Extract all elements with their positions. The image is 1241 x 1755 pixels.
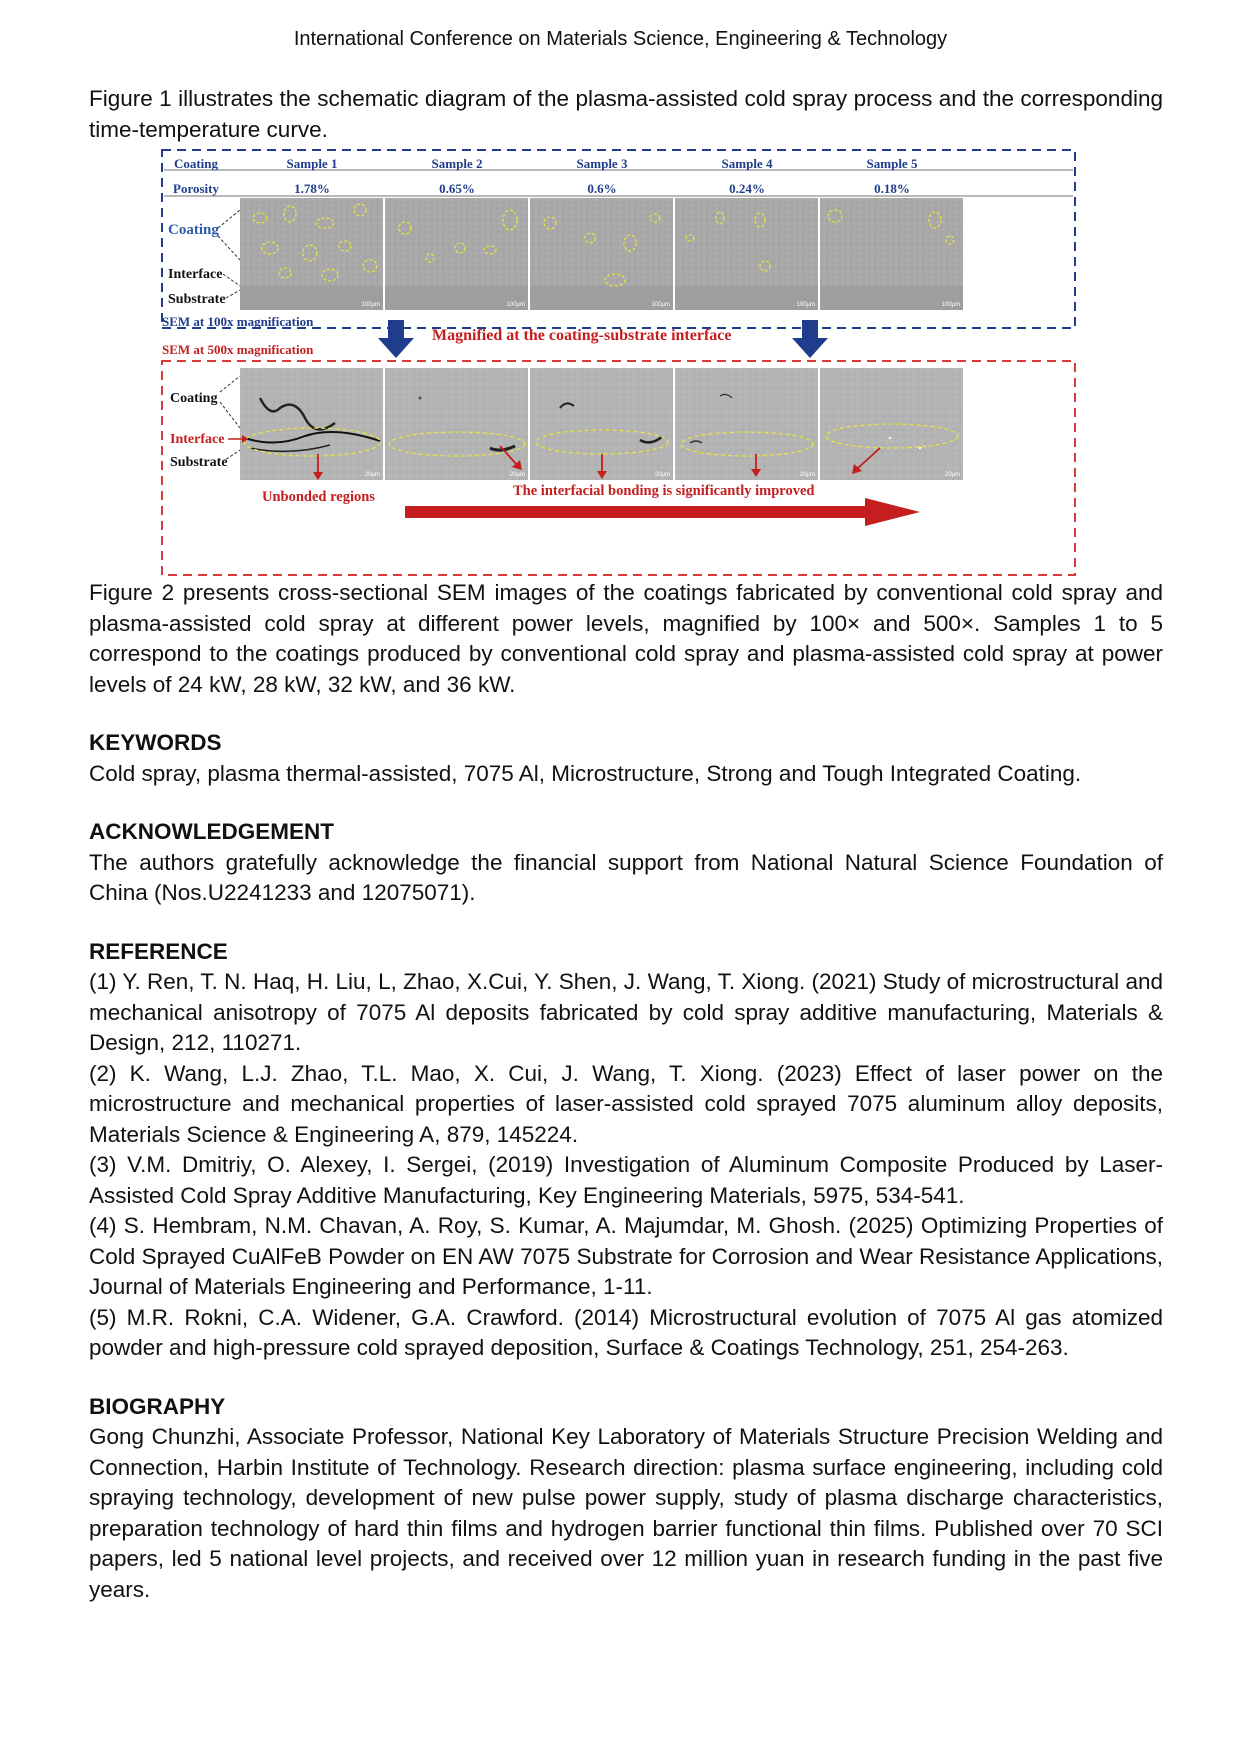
sem-100x-sample-3 bbox=[530, 198, 673, 310]
bottom-label-coating: Coating bbox=[170, 391, 218, 406]
sem-500x-sample-2 bbox=[385, 368, 528, 480]
sem-100x-sample-5 bbox=[820, 198, 963, 310]
main-body bbox=[89, 578, 1163, 1605]
figure-1-text: Figure 1 illustrates the schematic diagram of the plasma-assisted cold spray process and the corresponding time-temperature curve. bbox=[89, 86, 1163, 142]
keywords-heading: KEYWORDS bbox=[89, 730, 222, 755]
porosity-sample-4: 0.24% bbox=[729, 181, 765, 196]
bottom-label-substrate: Substrate bbox=[170, 455, 228, 470]
reference-item-5: (5) M.R. Rokni, C.A. Widener, G.A. Crawford. (2014) Microstructural evolution of 7075 Al gas atomized powder and high-pressure cold sprayed deposition, Surface & Coatings Technology, 251, 254-263. bbox=[89, 1304, 1163, 1360]
scale-20-s3: 20μm bbox=[654, 472, 670, 478]
biography-heading: BIOGRAPHY bbox=[89, 1393, 226, 1419]
table-header-sample-3: Sample 3 bbox=[576, 156, 628, 171]
biography-section bbox=[89, 1392, 1163, 1606]
porosity-sample-2: 0.65% bbox=[439, 181, 475, 196]
acknowledgement-heading: ACKNOWLEDGEMENT bbox=[89, 819, 334, 844]
scale-100-s1: 100μm bbox=[361, 302, 380, 308]
acknowledgement-section bbox=[89, 817, 1163, 909]
figure-1-paragraph bbox=[89, 84, 1163, 145]
improved-caption: The interfacial bonding is significantly improved bbox=[513, 483, 815, 499]
sem-500x-sample-1 bbox=[240, 368, 383, 480]
table-porosity-label: Porosity bbox=[173, 181, 219, 196]
sem-100x-sample-4 bbox=[675, 198, 818, 310]
figure-2-sem-images bbox=[160, 148, 1080, 578]
keywords-text: Cold spray, plasma thermal-assisted, 7075 Al, Microstructure, Strong and Tough Integrated Coating. bbox=[89, 760, 1082, 786]
scale-20-s1: 20μm bbox=[364, 472, 380, 478]
top-label-interface: Interface bbox=[168, 267, 223, 282]
running-header: International Conference on Materials Science, Engineering & Technology bbox=[293, 28, 948, 50]
acknowledgement-text: The authors gratefully acknowledge the financial support from National Natural Science Foundation of China (Nos.U2241233 and 12075071). bbox=[89, 849, 1163, 905]
figure-2-text: Figure 2 presents cross-sectional SEM images of the coatings fabricated by conventional cold spray and plasma-assisted cold spray at different power levels, magnified by 100× and 500×. Samples 1 to 5 correspond to the coatings produced by conventional cold spray and plasma-assisted cold spray at power levels of 24 kW, 28 kW, 32 kW, and 36 kW. bbox=[89, 580, 1163, 697]
scale-20-s2: 20μm bbox=[509, 472, 525, 478]
top-label-substrate: Substrate bbox=[168, 292, 226, 307]
table-header-sample-4: Sample 4 bbox=[721, 156, 773, 171]
sem-100x-sample-1 bbox=[240, 198, 383, 310]
table-header-sample-2: Sample 2 bbox=[431, 156, 483, 171]
porosity-sample-3: 0.6% bbox=[587, 181, 617, 196]
scale-100-s4: 100μm bbox=[796, 302, 815, 308]
reference-item-3: (3) V.M. Dmitriy, O. Alexey, I. Sergei, (2019) Investigation of Aluminum Composite Produced by Laser-Assisted Cold Spray Additive Manufacturing, Key Engineering Materials, 5975, 534-541. bbox=[89, 1152, 1163, 1208]
top-label-coating: Coating bbox=[168, 222, 219, 238]
unbonded-caption: Unbonded regions bbox=[262, 489, 375, 505]
table-header-coating: Coating bbox=[173, 156, 219, 171]
scale-100-s3: 100μm bbox=[651, 302, 670, 308]
sem-100x-caption: SEM at 100x magnification bbox=[162, 314, 314, 329]
biography-text: Gong Chunzhi, Associate Professor, National Key Laboratory of Materials Structure Precision Welding and Connection, Harbin Institute of Technology. Research direction: plasma surface engineering, including cold spraying technology, development of new pulse power supply, study of plasma discharge characteristics, preparation technology of hard thin films and hydrogen barrier functional thin films. Published over 70 SCI papers, led 5 national level projects, and received over 12 million yuan in research funding in the past five years. bbox=[89, 1424, 1163, 1602]
scale-100-s5: 100μm bbox=[941, 302, 960, 308]
bonding-improved-arrow bbox=[405, 498, 920, 526]
reference-heading: REFERENCE bbox=[89, 938, 228, 964]
scale-100-s2: 100μm bbox=[506, 302, 525, 308]
reference-item-2: (2) K. Wang, L.J. Zhao, T.L. Mao, X. Cui, J. Wang, T. Xiong. (2023) Effect of laser power on the microstructure and mechanical properties of laser-assisted cold sprayed 7075 aluminum alloy deposits, Materials Science & Engineering A, 879, 145224. bbox=[89, 1060, 1163, 1147]
table-header-sample-1: Sample 1 bbox=[286, 156, 338, 171]
reference-item-1: (1) Y. Ren, T. N. Haq, H. Liu, L, Zhao, X.Cui, Y. Shen, J. Wang, T. Xiong. (2021) Study of microstructural and mechanical anisotropy of 7075 Al deposits fabricated by cold spray additive manufacturing, Materials & Design, 212, 110271. bbox=[89, 969, 1163, 1055]
porosity-sample-5: 0.18% bbox=[874, 181, 910, 196]
reference-item-4: (4) S. Hembram, N.M. Chavan, A. Roy, S. Kumar, A. Majumdar, M. Ghosh. (2025) Optimizing Properties of Cold Sprayed CuAlFeB Powder on EN AW 7075 Substrate for Corrosion and Wear Resistance Applications, Journal of Materials Engineering and Performance, 1-11. bbox=[89, 1213, 1163, 1299]
sem-500x-sample-4 bbox=[675, 368, 818, 480]
bottom-label-interface: Interface bbox=[170, 432, 225, 447]
sem-100x-sample-2 bbox=[385, 198, 528, 310]
sem-500x-caption: SEM at 500x magnification bbox=[162, 342, 314, 357]
keywords-section bbox=[89, 728, 1163, 789]
porosity-sample-1: 1.78% bbox=[294, 181, 330, 196]
scale-20-s5: 20μm bbox=[944, 472, 960, 478]
table-header-sample-5: Sample 5 bbox=[866, 156, 918, 171]
reference-section bbox=[89, 937, 1163, 1364]
magnified-caption: Magnified at the coating-substrate interface bbox=[432, 327, 732, 344]
scale-20-s4: 20μm bbox=[799, 472, 815, 478]
sem-100x-panels bbox=[240, 198, 963, 310]
